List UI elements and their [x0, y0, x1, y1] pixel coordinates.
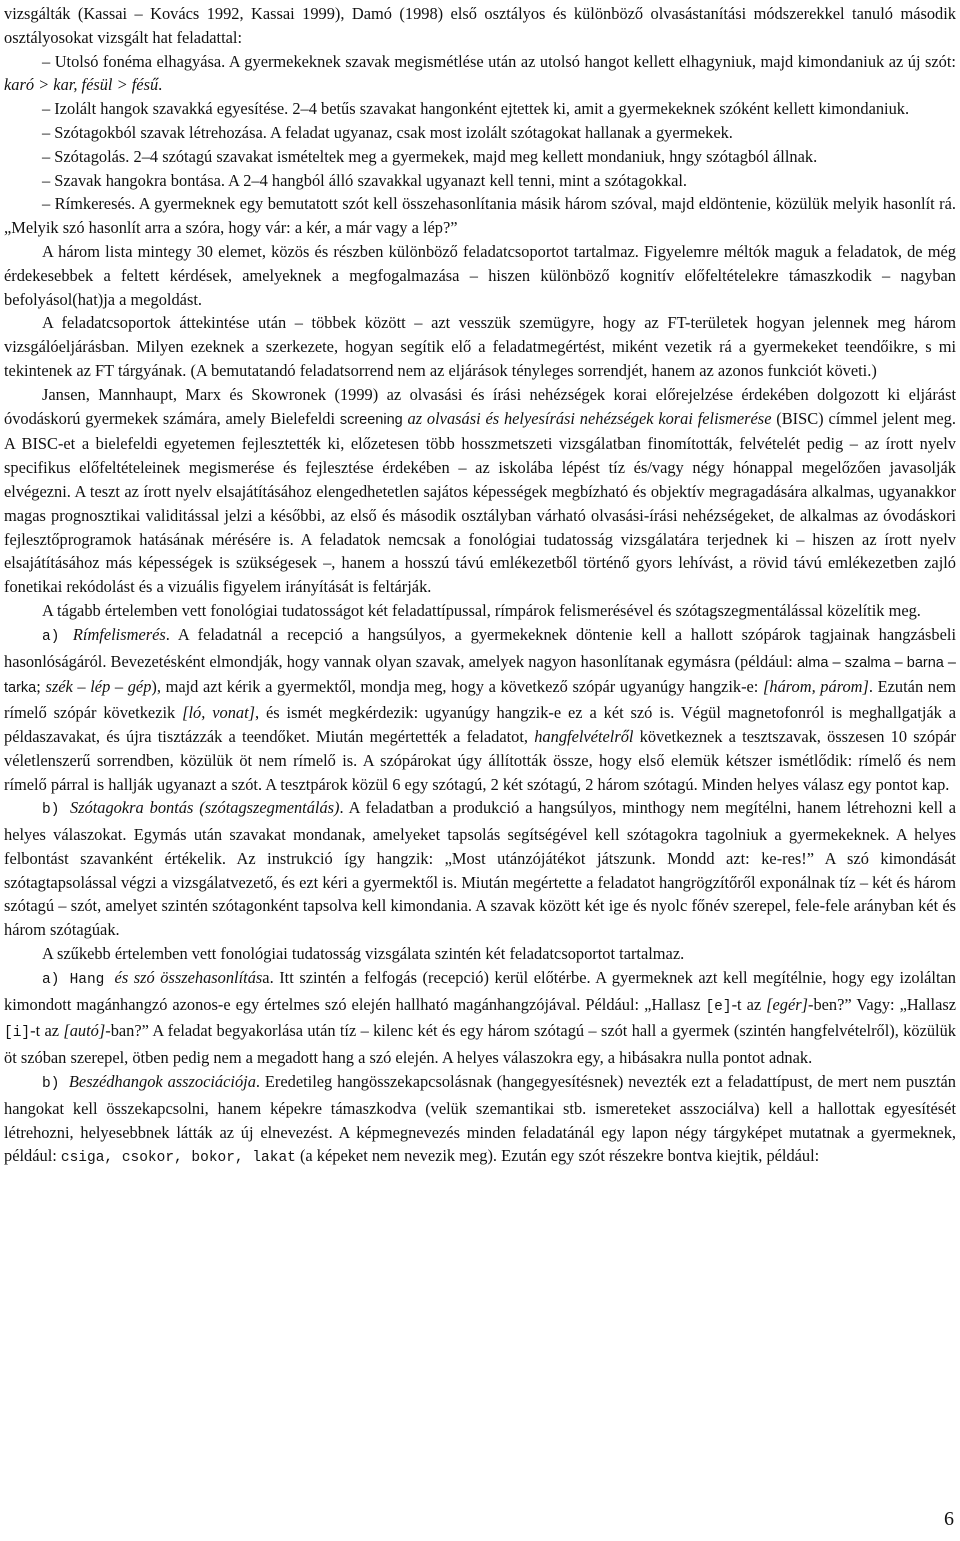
intro-text: vizsgálták (Kassai – Kovács 1992, Kassai 1999), Damó (1998) első osztályos és különböző olvasástanítási módszerekkel tanuló második osztályosokat vizsgált hat feladattal:: [4, 4, 956, 47]
paragraph-text: . Itt szintén a felfogás (recepció) kerül előtérbe. A gyermeknek azt kell megítélnie, hogy egy izoláltan kimondott magánhangzó azonos-e egy értelmes szó elején hallható magánhangzójával. Például: „Hallasz: [4, 967, 956, 1014]
separator: ;: [36, 677, 46, 697]
example-words: csiga, csokor, bokor, lakat: [60, 1150, 296, 1167]
task-item: [4, 169, 956, 193]
subsection-szotagolas: [4, 796, 956, 942]
task-text: 2–4 betűs szavakat hangonként ejtettek ki, amit a gyermekeknek szóként kellett kimondaniuk.: [288, 99, 910, 119]
paragraph-text: (BISC) címmel jelent meg. A BISC-et a bielefeldi egyetemen fejlesztették ki, előzetesen több hosszmetszeti vizsgálatban finomították, felvételét pedig – az írott nyelv specifikus előfeltételeinek megismerése és fejlesztése érdekében – az iskolába lépést tíz és/vagy négy hónappal megelőzően javasolják elvégezni. A teszt az írott nyelv elsajátításához elengedhetetlen sajátos képességek megbízható és objektív megragadására alkalmas, ugyanakkor magas prognosztikai validitással jelzi a későbbi, az első és második osztályban várható olvasási-írási nehézségeket, de alkalmas az óvodáskori fejlesztőprogramok hatásának mérésére is. A feladatok nemcsak a fonológiai tudatosság vizsgálatára terjednek ki – hiszen az írott nyelv elsajátításához más képességek is szükségesek –, hanem a hosszú távú emlékezetből történő gyors lehívást, a rövid távú emlékezetben zajló fonetikai rekódolást és a vizuális figyelem irányítását is feltárják.: [4, 408, 956, 597]
task-example: karó > kar, fésül > fésű: [4, 75, 159, 95]
task-item: [4, 145, 956, 169]
task-item: [4, 121, 956, 145]
subsection-beszedhangok: [4, 1070, 956, 1171]
body-paragraph: [4, 383, 956, 599]
subsection-title: Beszédhangok asszociációja: [68, 1072, 256, 1092]
task-text: A feladat ugyanaz, csak most izolált szótagokat hallanak a gyermekek.: [266, 122, 733, 142]
document-page: [4, 2, 956, 1171]
example-words: alma – szalma – barna – tarka: [4, 654, 956, 697]
paragraph-text: -ben?” Vagy: „Hallasz: [808, 994, 956, 1014]
phoneme: [i]: [4, 1025, 31, 1042]
task-text: A 2–4 hangból álló szavakkal ugyanazt kell tenni, mint a szótagokkal.: [224, 170, 687, 190]
paragraph-text: . Eredetileg hangösszekapcsolásnak (hangegyesítésnek) nevezték ezt a feladattípust, de mert nem pusztán hangokat kell összekapcsolni, hanem képekre támaszkodva (velük szemantikai stb. ismereteket asszociálva) kell a hallottak egyesítését létrehozni, helyesebbnek látták az új elnevezést. A képmegnevezés minden feladatánál egy lapon négy tárgyképet mutatnak a gyermeknek, például:: [4, 1072, 957, 1166]
example-words: [három, párom]: [763, 677, 869, 697]
intro-paragraph: [4, 2, 956, 50]
page-number: 6: [944, 1508, 954, 1530]
subsection-title: Rímfelismerés: [72, 624, 166, 644]
body-paragraph: A szűkebb értelemben vett fonológiai tudatosság vizsgálata szintén két feladatcsoportot tartalmaz.: [42, 944, 685, 964]
paragraph-text: következnek a tesztszavak, összesen 10 szópár véletlenszerű sorrendben, közülük öt nem rímelő is. A szópárokat úgy állították össze, hogy első elemük kétszer ismétlődik: rímelő és nem rímelő párral is hallják ugyanazt a szót. A tesztpárok közül 6 egy szótagú, 2 két szótagú, 2 három szótagú. Minden helyes válasz egy pontot kap.: [4, 726, 956, 794]
task-title: – Rímkeresés.: [42, 194, 136, 214]
paragraph-text: . A feladatnál a recepció a hangsúlyos, a gyermekeknek döntenie kell a hallott szópárok tagjainak hangzásbeli hasonlóságáról. Bevezetésként elmondják, hogy vannak olyan szavak, amelyek nagyon hasonlítanak egymásra (például:: [4, 624, 956, 671]
subsection-label: a) Hang: [42, 971, 115, 988]
task-item: [4, 192, 956, 240]
task-text-end: .: [158, 75, 163, 95]
paragraph-text: -t az: [731, 994, 767, 1014]
task-text: 2–4 szótagú szavakat ismételtek meg a gyermekek, majd meg kellett mondaniuk, hngy szótagból állnak.: [129, 146, 818, 166]
phoneme: [e]: [705, 998, 732, 1015]
task-title: – Szótagokból szavak létrehozása.: [42, 122, 267, 142]
paragraph-text: (a képeket nem nevezik meg). Ezután egy szót részekre bontva kiejtik, például:: [295, 1146, 820, 1166]
subsection-rimfelismeres: [4, 623, 956, 797]
example-words: [ló, vonat]: [182, 703, 256, 723]
subsection-hang-es-szo: [4, 966, 956, 1070]
subsection-title: és szó összehasonlítás: [114, 967, 263, 987]
paragraph-text: . Ezután nem rímelő szópár következik: [4, 677, 956, 723]
paragraph-text: -t az: [30, 1021, 64, 1041]
subsection-label: b): [42, 802, 70, 819]
screening-term: screening: [339, 411, 403, 428]
task-text: A gyermekeknek szavak megismétlése után az utolsó hangot kellett elhagyniuk, majd kimondaniuk az új szót:: [225, 51, 956, 71]
paragraph-text: Jansen, Mannhaupt, Marx és Skowronek (1999) az olvasási és írási nehézségek korai előrejelzése érdekében dolgozott ki eljárást óvodáskorú gyermekek számára, amely Bielefeldi: [4, 384, 956, 428]
task-text: A gyermeknek egy bemutatott szót kell összehasonlítania másik három szóval, majd eldöntenie, közülük melyik hasonlít rá. „Melyik szó hasonlít arra a szóra, hogy vár: a kér, a már vagy a lép?”: [4, 194, 956, 238]
task-title: – Utolsó fonéma elhagyása.: [42, 51, 226, 71]
task-title: – Szavak hangokra bontása.: [42, 170, 225, 190]
body-paragraph: A feladatcsoportok áttekintése után – többek között – azt vesszük szemügyre, hogy az FT-területek hogyan jelennek meg három vizsgálóeljárásban. Milyen ezeknek a szerkezete, hogyan segítik elő a feladatmegértést, miként vezetik rá a gyermekeket teendőikre, s mi tekintenek az FT tárgyának. (A bemutatandó feladatsorrend nem az eljárások tényleges sorrendjét, hanem az azonos funkciót követi.): [4, 313, 956, 380]
emphasis: hangfelvételről: [534, 726, 634, 746]
subsection-title-tail: a: [262, 967, 270, 987]
example-words: [egér]: [766, 994, 808, 1014]
subsection-label: b): [42, 1076, 69, 1093]
paragraph-text: , és ismét megkérdezik: ugyanúgy hangzik-e ez a két szó is. Végül magnetofonról is meghallgatják a példaszavakat, és újra tisztázzák a teendőket. Miután megértették a feladatot,: [4, 703, 957, 746]
subsection-title: Szótagokra bontás (szótagszegmentálás): [69, 798, 340, 818]
body-paragraph: A három lista mintegy 30 elemet, közös és részben különböző feladatcsoportot tartalmaz. Figyelemre méltók maguk a feladatok, de még érdekesebbek a feltett kérdések, amelyeknek a megfogalmazása – hiszen különböző kognitív előfeltételekre támaszkodik – nagyban befolyásol(hat)ja a megoldást.: [4, 241, 956, 309]
task-title: – Izolált hangok szavakká egyesítése.: [42, 99, 289, 119]
example-words: [autó]: [63, 1021, 106, 1041]
paragraph-text: . A feladatban a produkció a hangsúlyos, minthogy nem megítélni, hanem létrehozni kell a helyes válaszokat. Egymás után szavakat mondanak, amelyeket tapsolás segítségével kell szótagokra tagolniuk a gyermekeknek. A helyes felbontást szavanként értékelik. Az instrukció így hangzik: „Most utánzójátékot játszunk. Mondd azt: ke-res!” A szó kimondását szótagtapsolással végzi a vizsgálatvezető, és ezt kéri a gyermektől is. Miután megértette a feladatot hangrögzítőről exponálnak tíz – két és három szótagú – szót, amelyet szintén szótagonként tapsolva kell kimondania. A szavak között két ige és nyolc főnév szerepel, fele-fele arányban két és három szótagúak.: [4, 798, 956, 940]
test-title: az olvasási és helyesírási nehézségek korai felismerése: [402, 408, 772, 428]
body-paragraph: A tágabb értelemben vett fonológiai tudatosságot két feladattípussal, rímpárok felismerésével és szótagszegmentálással közelítik meg.: [42, 600, 921, 620]
example-words: szék – lép – gép: [45, 677, 152, 697]
paragraph-text: -ban?” A feladat begyakorlása után tíz – kilenc két és egy három szótagú – szót hall a gyermek (szintén hangfelvételről), közülük öt szóban szerepel, ötben pedig nem a megadott hang a szó elején. A helyes válaszokra egy, a hibásakra nulla pontot adnak.: [4, 1021, 956, 1068]
task-item: [4, 50, 956, 98]
task-item: [4, 97, 956, 121]
paragraph-text: ), majd azt kérik a gyermektől, mondja meg, hogy a következő szópár ugyanúgy hangzik-e:: [151, 677, 763, 697]
task-title: – Szótagolás.: [42, 146, 130, 166]
subsection-label: a): [42, 628, 73, 645]
